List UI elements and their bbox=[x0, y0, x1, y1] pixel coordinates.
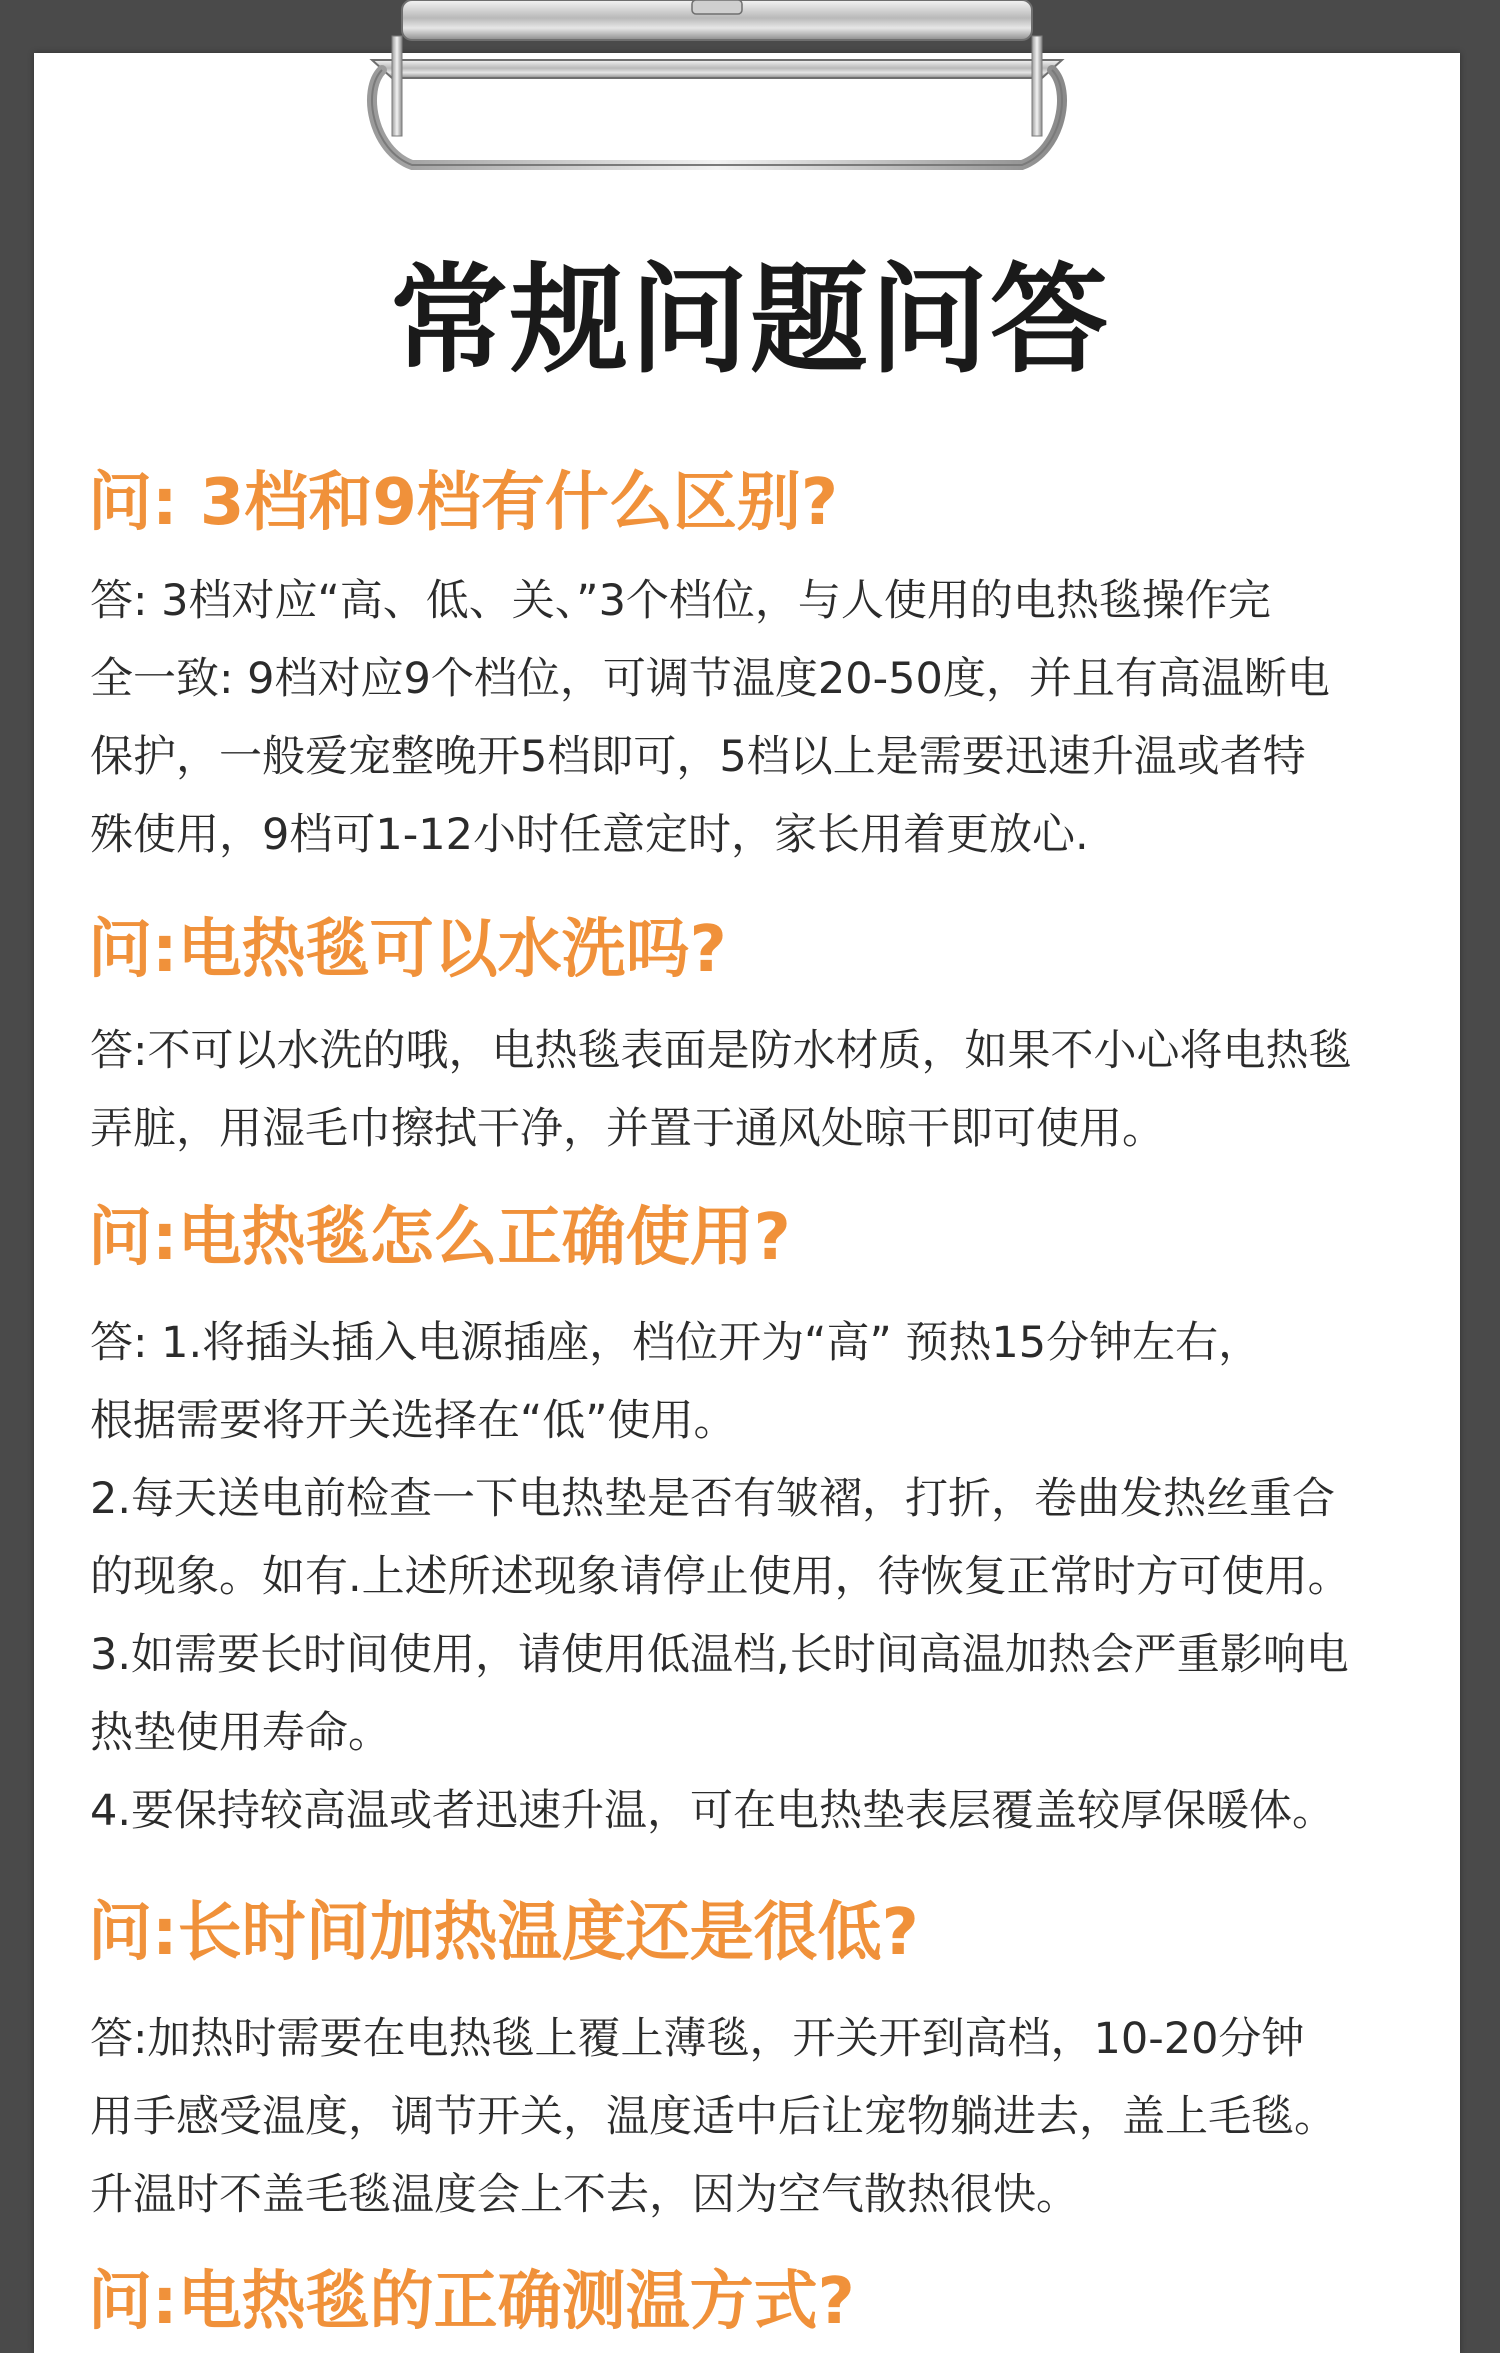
answer-line: 殊使用，9档可1-12小时任意定时，家长用着更放心. bbox=[90, 810, 1089, 860]
faq-question-2: 问:电热毯可以水洗吗? bbox=[88, 913, 727, 987]
answer-line: 的现象。如有.上述所述现象请停止使用，待恢复正常时方可使用。 bbox=[90, 1552, 1351, 1602]
answer-line: 升温时不盖毛毯温度会上不去，因为空气散热很快。 bbox=[90, 2170, 1079, 2220]
faq-question-4: 问:长时间加热温度还是很低? bbox=[88, 1896, 919, 1970]
answer-line: 弄脏，用湿毛巾擦拭干净，并置于通风处晾干即可使用。 bbox=[90, 1104, 1165, 1154]
metal-clip-icon bbox=[352, 0, 1082, 180]
answer-line: 保护，一般爱宠整晚开5档即可，5档以上是需要迅速升温或者特 bbox=[90, 732, 1306, 782]
answer-line: 答:不可以水洗的哦，电热毯表面是防水材质，如果不小心将电热毯 bbox=[90, 1026, 1352, 1076]
faq-answer-2 bbox=[90, 1012, 1430, 1168]
page-title: 常规问题问答 bbox=[389, 251, 1110, 389]
faq-answer-3 bbox=[90, 1304, 1430, 1850]
answer-line: 全一致: 9档对应9个档位，可调节温度20-50度，并且有高温断电 bbox=[90, 654, 1330, 704]
answer-line: 4.要保持较高温或者迅速升温，可在电热垫表层覆盖较厚保暖体。 bbox=[90, 1786, 1336, 1836]
answer-line: 热垫使用寿命。 bbox=[90, 1708, 391, 1758]
answer-line: 用手感受温度，调节开关，温度适中后让宠物躺进去，盖上毛毯。 bbox=[90, 2092, 1337, 2142]
faq-question-5: 问:电热毯的正确测温方式? bbox=[88, 2265, 855, 2339]
answer-line: 根据需要将开关选择在“低”使用。 bbox=[90, 1396, 737, 1446]
faq-answer-1 bbox=[90, 562, 1430, 874]
answer-line: 答: 3档对应“高、低、关、”3个档位，与人使用的电热毯操作完 bbox=[90, 576, 1271, 626]
answer-line: 2.每天送电前检查一下电热垫是否有皱褶，打折，卷曲发热丝重合 bbox=[90, 1474, 1336, 1524]
answer-line: 答:加热时需要在电热毯上覆上薄毯，开关开到高档，10-20分钟 bbox=[90, 2014, 1305, 2064]
answer-line: 答: 1.将插头插入电源插座，档位开为“高” 预热15分钟左右， bbox=[90, 1318, 1262, 1368]
faq-answer-4 bbox=[90, 2000, 1430, 2234]
answer-line: 3.如需要长时间使用，请使用低温档,长时间高温加热会严重影响电 bbox=[90, 1630, 1349, 1680]
faq-question-1: 问: 3档和9档有什么区别? bbox=[88, 466, 839, 540]
faq-question-3: 问:电热毯怎么正确使用? bbox=[88, 1201, 791, 1275]
